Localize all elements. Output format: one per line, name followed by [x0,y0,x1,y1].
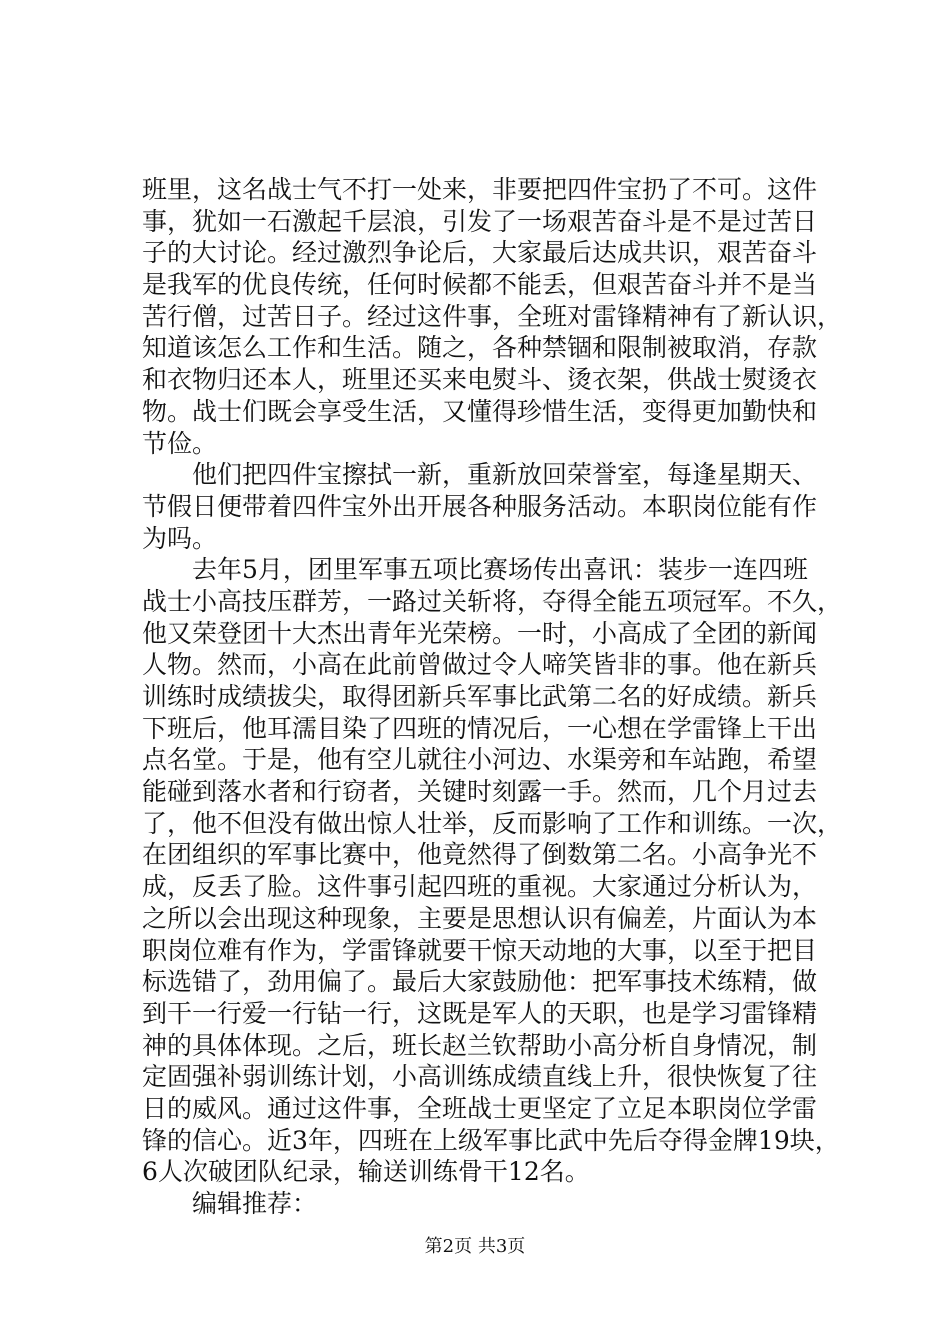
page-number: 第2页 共3页 [424,1236,526,1257]
text-line: 6人次破团队纪录，输送训练骨干12名。 [142,1157,590,1187]
text-line: 职岗位难有作为，学雷锋就要干惊天动地的大事，以至于把目 [142,935,818,965]
text-line: 之所以会出现这种现象，主要是思想认识有偏差，片面认为本 [142,903,818,933]
text-line: 他们把四件宝擦拭一新，重新放回荣誉室，每逢星期天、 [142,460,818,490]
text-line: 事，犹如一石激起千层浪，引发了一场艰苦奋斗是不是过苦日 [142,206,818,236]
text-line: 班里，这名战士气不打一处来，非要把四件宝扔了不可。这件 [142,175,818,204]
text-line: 为吗。 [142,523,218,553]
text-line: 编辑推荐： [142,1189,318,1218]
text-line: 点名堂。于是，他有空儿就往小河边、水渠旁和车站跑，希望 [142,745,818,775]
text-line: 在团组织的军事比赛中，他竟然得了倒数第二名。小高争光不 [142,840,818,870]
text-line: 子的大讨论。经过激烈争论后，大家最后达成共识，艰苦奋斗 [142,238,818,268]
text-line: 训练时成绩拔尖，取得团新兵军事比武第二名的好成绩。新兵 [142,682,818,711]
text-line: 去年5月，团里军事五项比赛场传出喜讯：装步一连四班 [142,555,808,585]
text-line: 标选错了，劲用偏了。最后大家鼓励他：把军事技术练精，做 [142,967,818,997]
text-line: 和衣物归还本人，班里还买来电熨斗、烫衣架，供战士熨烫衣 [142,365,818,395]
text-line: 是我军的优良传统，任何时候都不能丢，但艰苦奋斗并不是当 [142,270,818,300]
text-line: 下班后，他耳濡目染了四班的情况后，一心想在学雷锋上干出 [142,713,818,743]
text-line: 战士小高技压群芳，一路过关斩将，夺得全能五项冠军。不久， [142,586,843,616]
text-line: 知道该怎么工作和生活。随之，各种禁锢和限制被取消，存款 [142,333,818,363]
page-footer [0,1235,950,1259]
text-line: 苦行僧，过苦日子。经过这件事，全班对雷锋精神有了新认识， [142,301,843,331]
text-line: 能碰到落水者和行窃者，关键时刻露一手。然而，几个月过去 [142,777,818,807]
text-line: 定固强补弱训练计划，小高训练成绩直线上升，很快恢复了往 [142,1062,818,1092]
text-line: 到干一行爱一行钻一行，这既是军人的天职，也是学习雷锋精 [142,998,818,1028]
document-body [142,174,842,1220]
text-line: 节俭。 [142,428,218,458]
text-line: 日的威风。通过这件事，全班战士更坚定了立足本职岗位学雷 [142,1093,818,1123]
text-line: 物。战士们既会享受生活，又懂得珍惜生活，变得更加勤快和 [142,396,818,426]
text-line: 神的具体体现。之后，班长赵兰钦帮助小高分析自身情况，制 [142,1030,818,1060]
text-line: 锋的信心。近3年，四班在上级军事比武中先后夺得金牌19块， [142,1125,840,1155]
text-line: 人物。然而，小高在此前曾做过令人啼笑皆非的事。他在新兵 [142,650,818,680]
text-line: 成，反丢了脸。这件事引起四班的重视。大家通过分析认为， [142,872,818,902]
text-line: 他又荣登团十大杰出青年光荣榜。一时，小高成了全团的新闻 [142,618,818,648]
text-line: 了，他不但没有做出惊人壮举，反而影响了工作和训练。一次， [142,808,843,838]
text-line: 节假日便带着四件宝外出开展各种服务活动。本职岗位能有作 [142,491,818,521]
